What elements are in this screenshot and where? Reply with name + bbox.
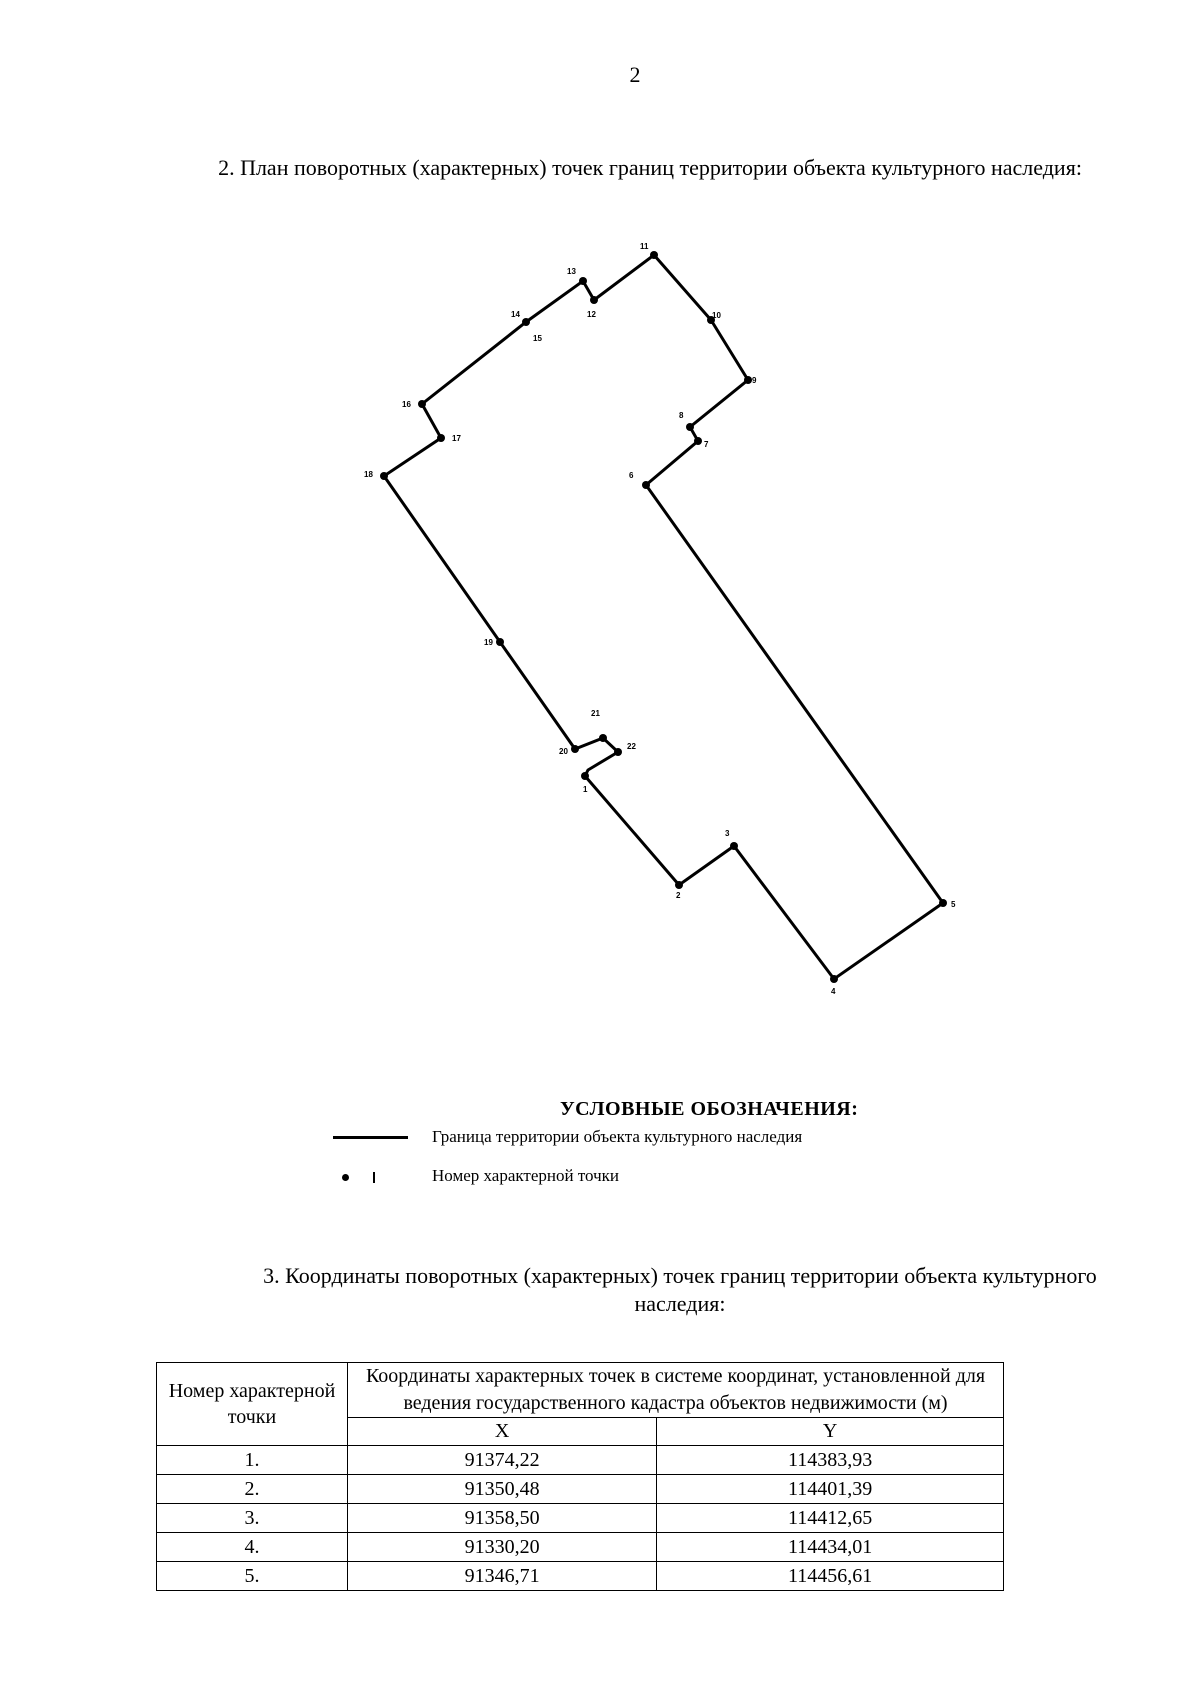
table-row [157, 1504, 1004, 1533]
y-cell: 114434,01 [657, 1533, 1004, 1562]
point-label: 11 [640, 242, 649, 251]
legend-point-tick [373, 1172, 375, 1183]
point-label: 1 [583, 785, 588, 794]
point-number-cell: 4. [157, 1533, 348, 1562]
point-marker [522, 318, 530, 326]
point-number-cell: 5. [157, 1562, 348, 1591]
section-2-heading: 2. План поворотных (характерных) точек границ территории объекта культурного наследия: [218, 155, 1082, 180]
point-number-cell: 2. [157, 1475, 348, 1504]
y-cell: 114383,93 [657, 1446, 1004, 1475]
point-marker [650, 251, 658, 259]
point-marker [380, 472, 388, 480]
y-cell: 114412,65 [657, 1504, 1004, 1533]
page-number: 2 [629, 62, 641, 87]
point-marker [599, 734, 607, 742]
point-marker [571, 745, 579, 753]
point-marker [437, 434, 445, 442]
point-label: 5 [951, 900, 956, 909]
point-marker [675, 881, 683, 889]
point-marker [418, 400, 426, 408]
x-header: X [348, 1418, 657, 1446]
x-cell: 91358,50 [348, 1504, 657, 1533]
x-cell: 91330,20 [348, 1533, 657, 1562]
x-cell: 91374,22 [348, 1446, 657, 1475]
point-label: 15 [533, 334, 542, 343]
point-number-cell: 3. [157, 1504, 348, 1533]
point-label: 13 [567, 267, 576, 276]
point-label: 12 [587, 310, 596, 319]
point-marker [939, 899, 947, 907]
point-marker [496, 638, 504, 646]
y-header: Y [657, 1418, 1004, 1446]
point-marker [642, 481, 650, 489]
coordinates-header: Координаты характерных точек в системе координат, установленной для ведения государственного кадастра объектов недвижимости (м) [348, 1363, 1004, 1418]
table-row [157, 1562, 1004, 1591]
point-number-cell: 1. [157, 1446, 348, 1475]
point-label: 16 [402, 400, 411, 409]
point-label: 7 [704, 440, 709, 449]
coordinates-table [156, 1362, 1004, 1591]
point-label: 18 [364, 470, 373, 479]
legend-line-symbol [333, 1136, 408, 1139]
point-marker [744, 376, 752, 384]
y-cell: 114401,39 [657, 1475, 1004, 1504]
point-label: 4 [831, 987, 836, 996]
point-marker [614, 748, 622, 756]
point-label: 10 [712, 311, 721, 320]
table-row [157, 1533, 1004, 1562]
x-cell: 91346,71 [348, 1562, 657, 1591]
point-label: 21 [591, 709, 600, 718]
x-cell: 91350,48 [348, 1475, 657, 1504]
point-marker [579, 277, 587, 285]
legend-point-label: Номер характерной точки [432, 1166, 619, 1185]
point-marker [694, 437, 702, 445]
table-row [157, 1446, 1004, 1475]
legend-point-dot [342, 1174, 349, 1181]
point-label: 14 [511, 310, 520, 319]
point-label: 17 [452, 434, 461, 443]
point-marker [686, 423, 694, 431]
point-label: 9 [752, 376, 757, 385]
point-number-header: Номер характерной точки [157, 1363, 348, 1446]
boundary-line [384, 255, 943, 979]
point-marker [581, 772, 589, 780]
legend-line-label: Граница территории объекта культурного наследия [432, 1127, 803, 1146]
point-label: 19 [484, 638, 493, 647]
point-label: 22 [627, 742, 636, 751]
point-marker [590, 296, 598, 304]
point-label: 2 [676, 891, 681, 900]
table-row [157, 1475, 1004, 1504]
point-label: 6 [629, 471, 634, 480]
point-marker [730, 842, 738, 850]
point-label: 8 [679, 411, 684, 420]
legend-title: УСЛОВНЫЕ ОБОЗНАЧЕНИЯ: [560, 1098, 859, 1120]
point-labels [364, 242, 956, 996]
point-label: 3 [725, 829, 730, 838]
point-label: 20 [559, 747, 568, 756]
section-3-heading: 3. Координаты поворотных (характерных) точек границ территории объекта культурного наследия: [263, 1263, 1097, 1316]
characteristic-points [380, 251, 947, 983]
point-marker [830, 975, 838, 983]
y-cell: 114456,61 [657, 1562, 1004, 1591]
